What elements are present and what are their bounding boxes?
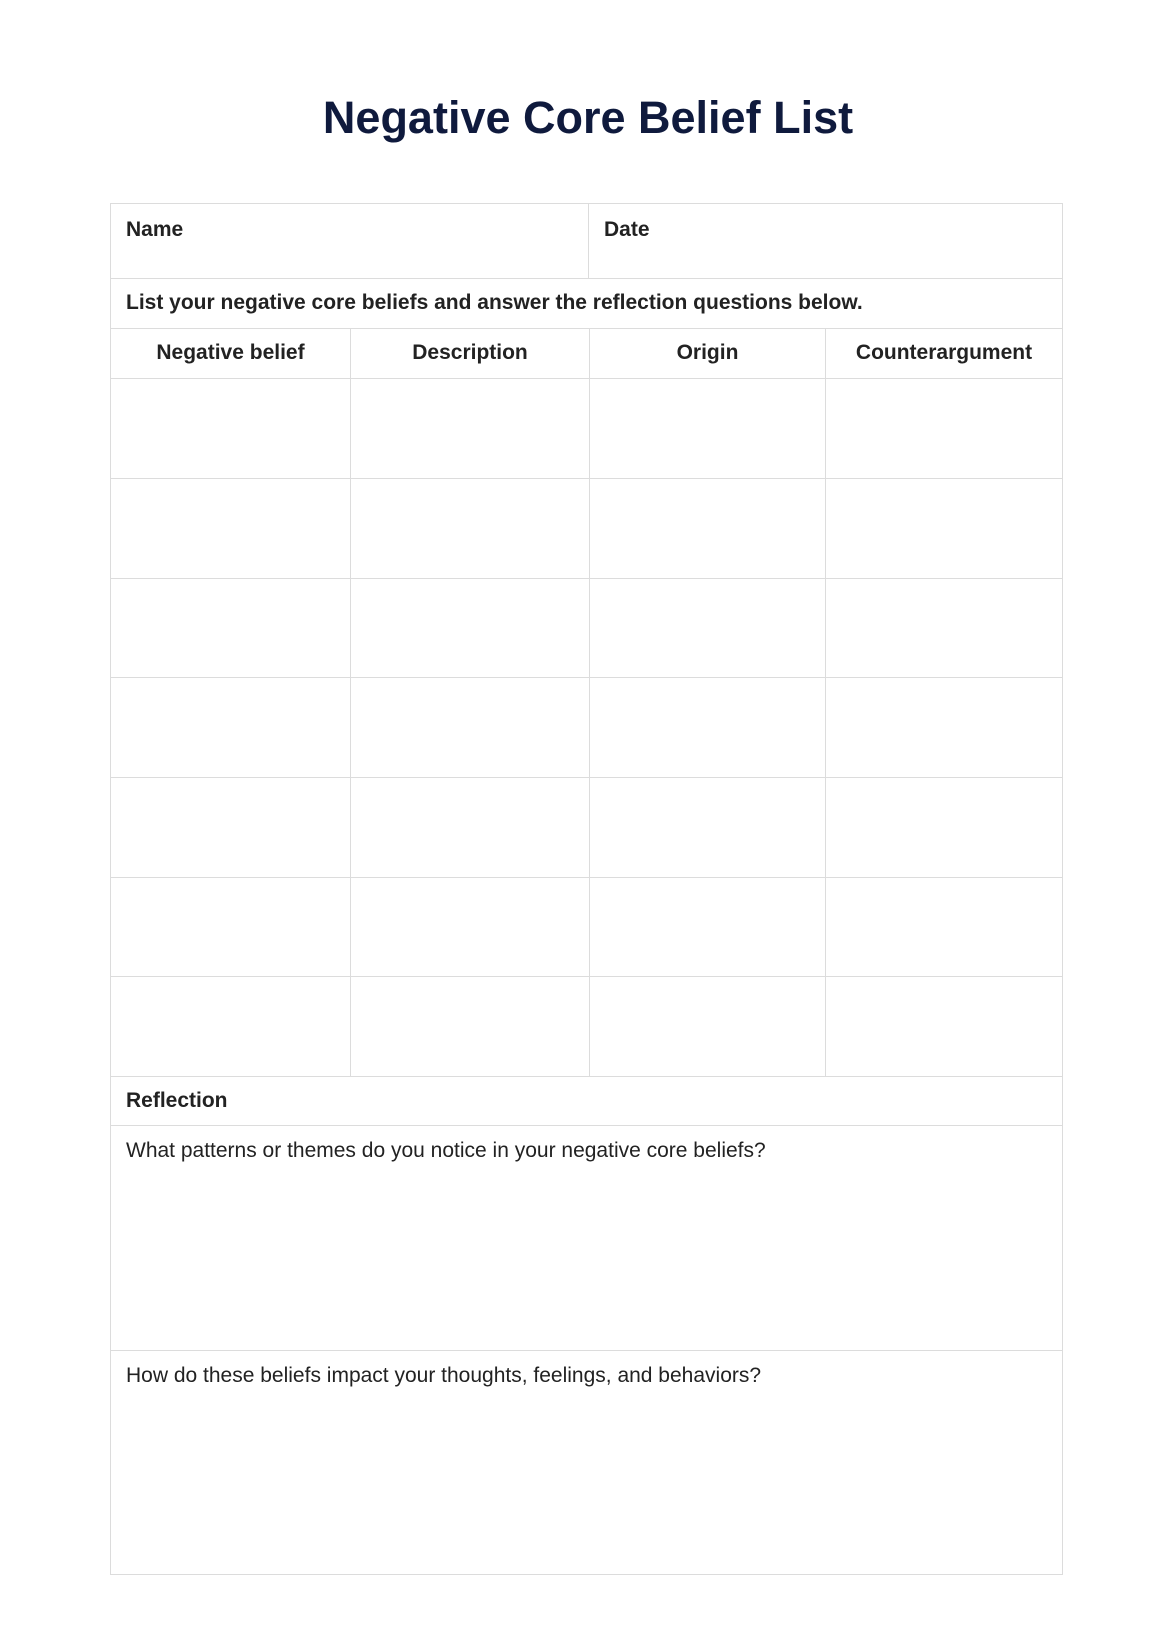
table-row: [111, 578, 1062, 677]
name-field[interactable]: [111, 204, 588, 278]
negative-belief-cell[interactable]: [111, 479, 350, 578]
reflection-heading-row: [111, 1076, 1062, 1125]
description-cell[interactable]: [350, 579, 589, 677]
table-row: [111, 478, 1062, 578]
column-header-counterargument: Counterargument: [825, 329, 1062, 378]
origin-cell[interactable]: [589, 579, 825, 677]
info-row: [111, 204, 1062, 278]
origin-cell[interactable]: [589, 678, 825, 777]
origin-cell[interactable]: [589, 778, 825, 877]
negative-belief-cell[interactable]: [111, 579, 350, 677]
column-header-negative-belief: Negative belief: [156, 341, 305, 364]
table-row: [111, 378, 1062, 478]
counterargument-cell[interactable]: [825, 379, 1062, 478]
counterargument-cell[interactable]: [825, 678, 1062, 777]
description-cell[interactable]: [350, 479, 589, 578]
worksheet-table: [110, 203, 1063, 1575]
table-row: [111, 777, 1062, 877]
reflection-heading-cell: [111, 1077, 1062, 1125]
counterargument-cell[interactable]: [825, 878, 1062, 976]
column-header-description: Description: [350, 329, 589, 378]
reflection-answer-1[interactable]: [111, 1126, 1062, 1350]
negative-belief-cell[interactable]: [111, 977, 350, 1076]
reflection-prompt-1: What patterns or themes do you notice in your negative core beliefs?: [126, 1139, 766, 1162]
counterargument-cell[interactable]: [825, 778, 1062, 877]
reflection-prompt-2: How do these beliefs impact your thoughts, feelings, and behaviors?: [126, 1364, 762, 1387]
table-row: [111, 976, 1062, 1076]
description-cell[interactable]: [350, 977, 589, 1076]
table-row: [111, 877, 1062, 976]
date-label: Date: [604, 218, 650, 241]
reflection-answer-2-text[interactable]: [126, 1401, 1047, 1566]
table-row: [111, 677, 1062, 777]
instruction-text: List your negative core beliefs and answer the reflection questions below.: [126, 291, 863, 314]
instruction-row: [111, 278, 1062, 328]
description-cell[interactable]: [350, 878, 589, 976]
description-cell[interactable]: [350, 778, 589, 877]
instruction-cell: [111, 279, 1062, 328]
origin-cell[interactable]: [589, 878, 825, 976]
page-title: Negative Core Belief List: [322, 92, 854, 143]
name-input[interactable]: [126, 246, 573, 270]
negative-belief-cell[interactable]: [111, 379, 350, 478]
description-cell[interactable]: [350, 379, 589, 478]
reflection-answer-2[interactable]: [111, 1351, 1062, 1574]
table-header-row: [111, 328, 1062, 378]
date-input[interactable]: [604, 246, 1047, 270]
reflection-answer-1-text[interactable]: [126, 1176, 1047, 1342]
negative-belief-cell[interactable]: [111, 778, 350, 877]
counterargument-cell[interactable]: [825, 977, 1062, 1076]
reflection-question-2: [111, 1350, 1062, 1574]
date-field[interactable]: [588, 204, 1062, 278]
counterargument-cell[interactable]: [825, 479, 1062, 578]
name-label: Name: [126, 218, 184, 241]
reflection-question-1: [111, 1125, 1062, 1350]
column-header-origin: Origin: [589, 329, 825, 378]
negative-belief-cell[interactable]: [111, 878, 350, 976]
origin-cell[interactable]: [589, 379, 825, 478]
reflection-heading: Reflection: [126, 1089, 228, 1112]
counterargument-cell[interactable]: [825, 579, 1062, 677]
negative-belief-cell[interactable]: [111, 678, 350, 777]
description-cell[interactable]: [350, 678, 589, 777]
origin-cell[interactable]: [589, 479, 825, 578]
origin-cell[interactable]: [589, 977, 825, 1076]
